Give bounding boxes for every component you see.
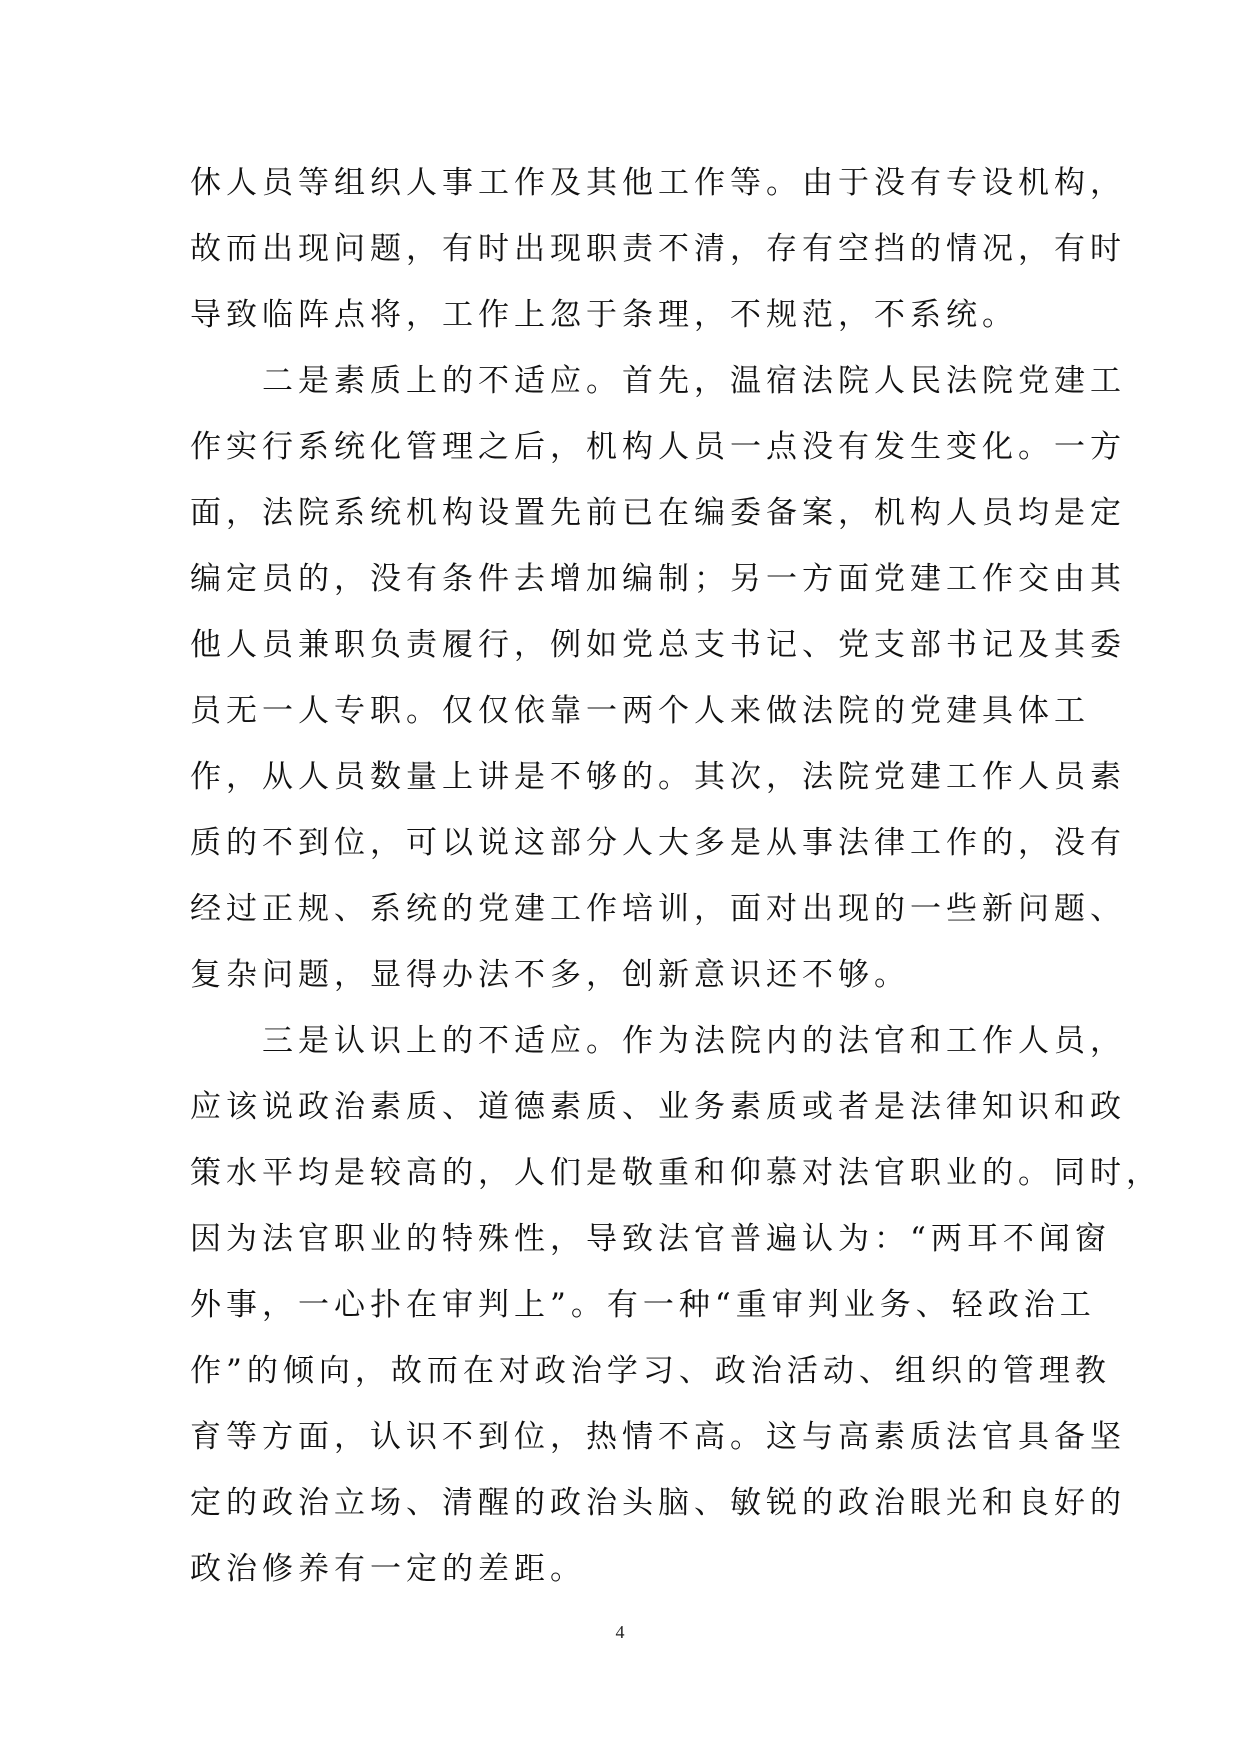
document-body bbox=[190, 150, 1162, 1602]
text-line: 面，法院系统机构设置先前已在编委备案，机构人员均是定 bbox=[190, 495, 1126, 531]
text-line: 他人员兼职负责履行，例如党总支书记、党支部书记及其委 bbox=[190, 627, 1126, 663]
paragraph-start-line: 二是素质上的不适应。首先，温宿法院人民法院党建工 bbox=[262, 363, 1126, 399]
paragraph-start-line: 三是认识上的不适应。作为法院内的法官和工作人员， bbox=[262, 1023, 1126, 1059]
text-line: 经过正规、系统的党建工作培训，面对出现的一些新问题、 bbox=[190, 891, 1126, 927]
text-line: 定的政治立场、清醒的政治头脑、敏锐的政治眼光和良好的 bbox=[190, 1485, 1126, 1521]
text-line: 休人员等组织人事工作及其他工作等。由于没有专设机构， bbox=[190, 165, 1126, 201]
text-line: 因为法官职业的特殊性，导致法官普遍认为：“两耳不闻窗 bbox=[190, 1221, 1111, 1257]
page-number: 4 bbox=[615, 1622, 625, 1642]
text-line: 外事，一心扑在审判上”。有一种“重审判业务、轻政治工 bbox=[190, 1287, 1096, 1323]
text-line: 复杂问题，显得办法不多，创新意识还不够。 bbox=[190, 957, 910, 993]
text-line: 育等方面，认识不到位，热情不高。这与高素质法官具备坚 bbox=[190, 1419, 1126, 1455]
text-line: 导致临阵点将，工作上忽于条理，不规范，不系统。 bbox=[190, 297, 1018, 333]
text-line: 政治修养有一定的差距。 bbox=[190, 1551, 586, 1587]
text-line: 作实行系统化管理之后，机构人员一点没有发生变化。一方 bbox=[190, 429, 1126, 465]
text-line: 编定员的，没有条件去增加编制；另一方面党建工作交由其 bbox=[190, 561, 1126, 597]
text-line: 应该说政治素质、道德素质、业务素质或者是法律知识和政 bbox=[190, 1089, 1126, 1125]
text-line: 策水平均是较高的，人们是敬重和仰慕对法官职业的。同时， bbox=[190, 1155, 1162, 1191]
text-line: 故而出现问题，有时出现职责不清，存有空挡的情况，有时 bbox=[190, 231, 1126, 267]
text-line: 员无一人专职。仅仅依靠一两个人来做法院的党建具体工 bbox=[190, 693, 1090, 729]
text-line: 作”的倾向，故而在对政治学习、政治活动、组织的管理教 bbox=[190, 1353, 1111, 1389]
text-line: 质的不到位，可以说这部分人大多是从事法律工作的，没有 bbox=[190, 825, 1126, 861]
text-line: 作，从人员数量上讲是不够的。其次，法院党建工作人员素 bbox=[190, 759, 1126, 795]
